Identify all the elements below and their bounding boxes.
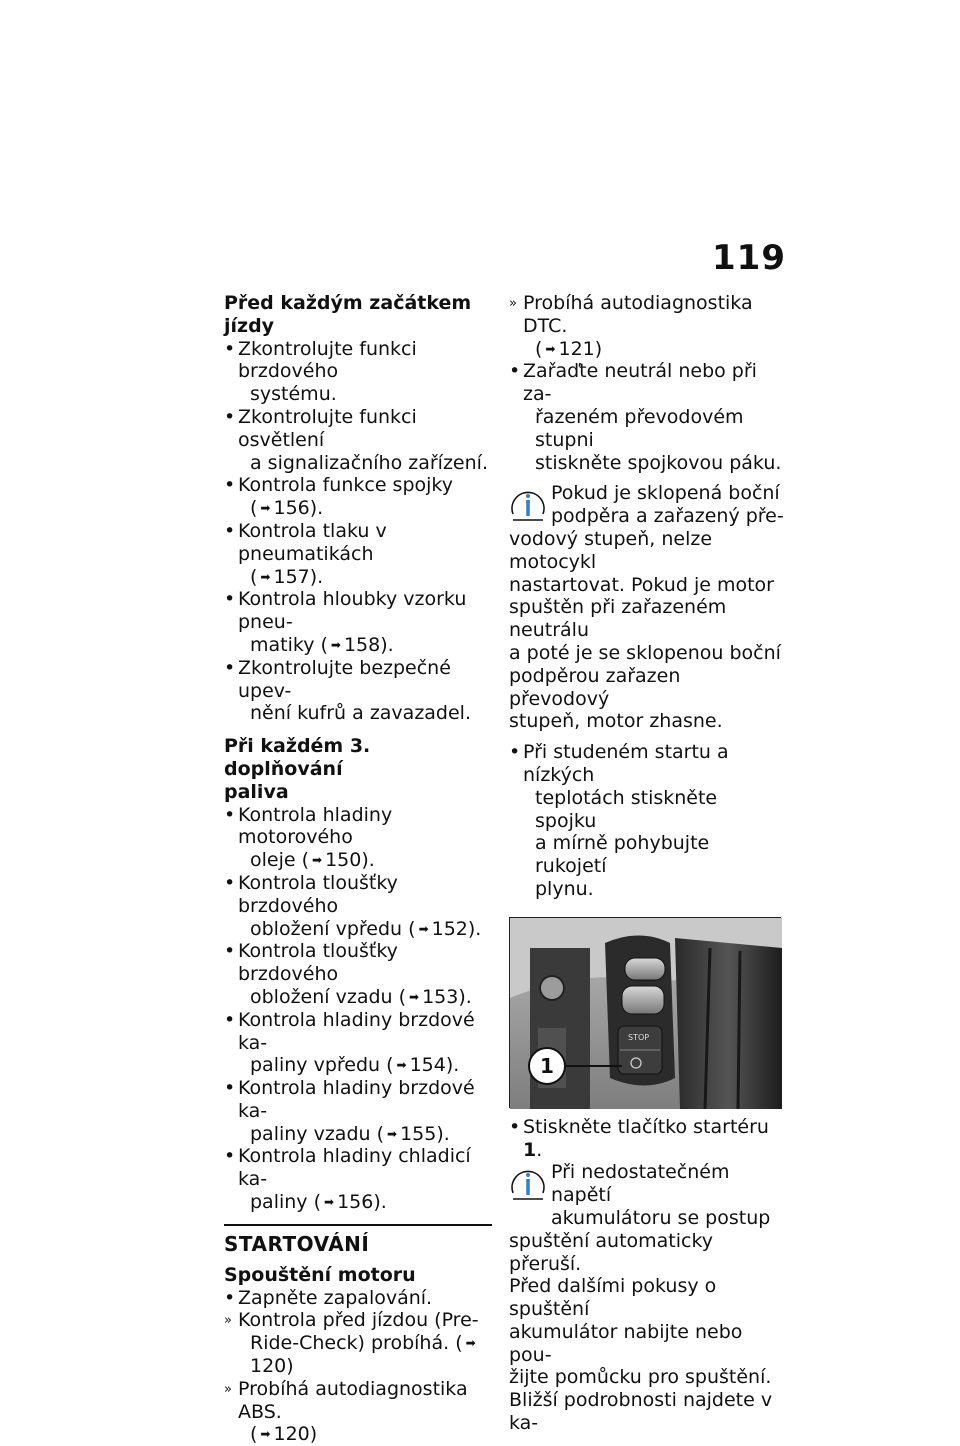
page-reference[interactable]: 154).	[409, 1054, 460, 1077]
handlebar-switch-photo	[509, 917, 781, 1108]
page-reference[interactable]: 152).	[431, 917, 482, 940]
page-reference-arrow-icon: ➡	[260, 569, 271, 584]
page-reference[interactable]: 156).	[273, 497, 324, 520]
subsection-heading: Spouštění motoru	[224, 1263, 416, 1286]
result-marker: »	[224, 1381, 232, 1397]
list-item: • Kontrola tloušťky brzdového obložení vpředu ( ➡ 152).	[224, 871, 482, 940]
page-reference-arrow-icon: ➡	[260, 1427, 271, 1442]
list-item: • Zkontrolujte funkci osvětlení a signalizačního zařízení.	[224, 405, 488, 474]
bullet: •	[224, 871, 236, 894]
list-item: • Zapněte zapalování.	[224, 1286, 433, 1309]
callout-reference: 1	[523, 1138, 537, 1161]
info-note: Při nedostatečném napětí akumulátoru se postup spuštění automaticky přeruší. Před dalšími pokusy o spuštění akumulátor nabijte nebo pou- žijte pomůcku pro spuštění. Bližší podrobnosti najdete v ka-	[509, 1161, 773, 1435]
bullet: •	[224, 337, 236, 360]
page-reference-arrow-icon: ➡	[409, 989, 420, 1004]
bullet: •	[224, 1077, 236, 1100]
bullet: •	[224, 519, 236, 542]
page-reference-arrow-icon: ➡	[396, 1058, 407, 1073]
page-reference-arrow-icon: ➡	[324, 1195, 335, 1210]
callout-label: 1	[528, 1047, 566, 1085]
page-reference-arrow-icon: ➡	[387, 1126, 398, 1141]
page-reference[interactable]: 153).	[422, 985, 472, 1008]
page-reference-arrow-icon: ➡	[260, 501, 271, 516]
svg-text:STOP: STOP	[628, 1032, 650, 1042]
page-reference[interactable]: 120)	[273, 1423, 318, 1446]
page-reference-arrow-icon: ➡	[418, 921, 429, 936]
info-icon	[509, 486, 547, 524]
before-ride-heading: Před každým začátkem jízdy	[224, 292, 472, 337]
list-item: • Kontrola hloubky vzorku pneu- matiky ( ➡ 158).	[224, 588, 467, 656]
page-reference[interactable]: 156).	[337, 1191, 387, 1214]
list-item: • Zkontrolujte funkci brzdového systému.	[224, 337, 417, 406]
list-item: • Kontrola hladiny chladicí ka- paliny ( ➡ 156).	[224, 1145, 471, 1214]
list-item: • Kontrola funkce spojky ( ➡ 156).	[224, 474, 453, 520]
bullet: •	[224, 940, 236, 963]
bullet: •	[224, 1145, 236, 1168]
page-reference[interactable]: 121)	[558, 337, 603, 360]
refuel-heading: Při každém 3. doplňování paliva	[224, 735, 371, 803]
list-item: • Kontrola tloušťky brzdového obložení vzadu ( ➡ 153).	[224, 940, 472, 1008]
page-reference-arrow-icon: ➡	[312, 853, 323, 868]
bullet: •	[224, 1008, 236, 1031]
result-item: » Probíhá autodiagnostika ABS. ( ➡ 120)	[224, 1377, 468, 1446]
bullet: •	[224, 405, 236, 428]
list-item: • Kontrola tlaku v pneumatikách ( ➡ 157).	[224, 519, 387, 588]
info-icon	[509, 1165, 547, 1203]
bullet: •	[224, 588, 236, 611]
result-marker: »	[224, 1313, 232, 1329]
info-note: Pokud je sklopená boční podpěra a zařazený pře- vodový stupeň, nelze motocykl nastartovat. Pokud je motor spuštěn při zařazeném neutrálu a poté je se sklopenou boční podpěrou zařazen převodový stupeň, motor zhasne.	[509, 482, 784, 733]
bullet: •	[509, 1115, 521, 1138]
page-reference[interactable]: 150).	[325, 849, 375, 872]
page-number: 119	[712, 238, 786, 278]
page-reference[interactable]: 158).	[343, 633, 394, 656]
page-reference-arrow-icon: ➡	[545, 341, 556, 356]
bullet: •	[224, 1286, 236, 1309]
result-item: » Kontrola před jízdou (Pre- Ride-Check) probíhá. ( ➡120)	[224, 1309, 479, 1378]
list-item: • Kontrola hladiny brzdové ka- paliny vzadu ( ➡ 155).	[224, 1077, 475, 1145]
bullet: •	[224, 803, 236, 826]
bullet: •	[224, 474, 236, 497]
list-item: • Při studeném startu a nízkých teplotách stiskněte spojku a mírně pohybujte rukojetí plynu.	[509, 741, 729, 900]
page-reference[interactable]: 120)	[250, 1355, 294, 1378]
page-reference-arrow-icon: ➡	[330, 637, 341, 652]
right-column	[509, 292, 784, 1435]
page-reference-arrow-icon: ➡	[465, 1336, 476, 1351]
list-item: • Stiskněte tlačítko startéru 1.	[509, 1115, 769, 1161]
page-reference[interactable]: 157).	[273, 565, 324, 588]
section-title: STARTOVÁNÍ	[224, 1231, 370, 1256]
section-divider	[224, 1224, 492, 1256]
list-item: • Kontrola hladiny motorového oleje ( ➡ 150).	[224, 803, 393, 872]
result-item: » Probíhá autodiagnostika DTC. ( ➡ 121)	[509, 292, 753, 360]
left-column	[224, 292, 492, 1446]
list-item: • Zařaďte neutrál nebo při za- řazeném převodovém stupni stiskněte spojkovou páku.	[509, 360, 782, 474]
bullet: •	[509, 360, 521, 383]
page-reference[interactable]: 155).	[400, 1122, 450, 1145]
list-item: • Zkontrolujte bezpečné upev- nění kufrů a zavazadel.	[224, 656, 472, 725]
bullet: •	[224, 656, 236, 679]
bullet: •	[509, 741, 521, 764]
result-marker: »	[509, 296, 517, 311]
list-item: • Kontrola hladiny brzdové ka- paliny vpředu ( ➡ 154).	[224, 1008, 475, 1077]
